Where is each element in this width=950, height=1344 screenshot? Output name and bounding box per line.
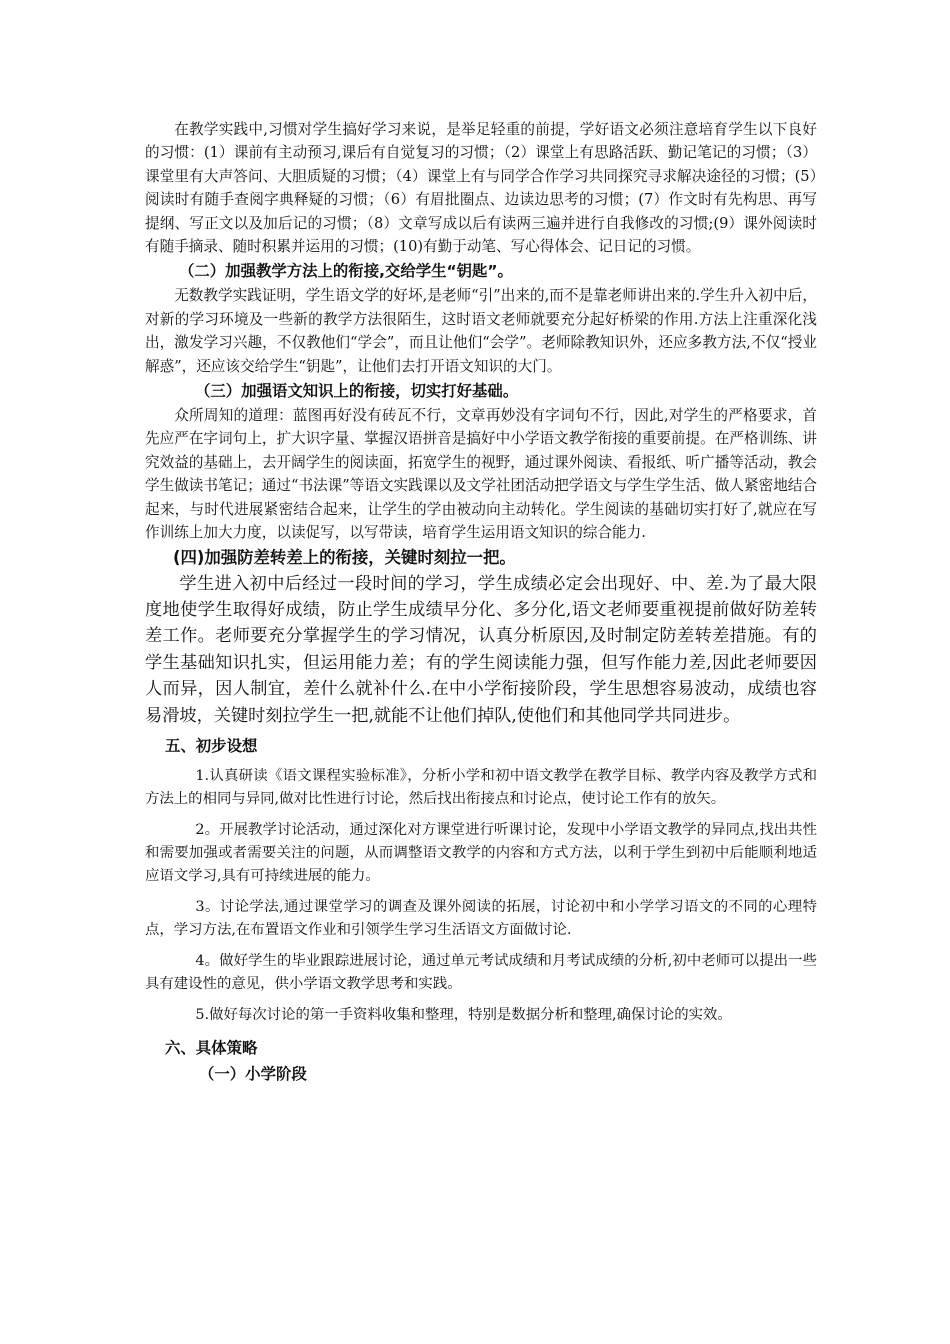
section-heading-6: 六、具体策略 [165,1038,258,1057]
section-heading-2: （二）加强教学方法上的衔接,交给学生“钥匙”。 [179,262,513,281]
list-item: 4。做好学生的毕业跟踪进展讨论，通过单元考试成绩和月考试成绩的分析,初中老师可以提出一些具有建设性的意见，供小学语文教学思考和实践。 [145,952,817,992]
paragraph-knowledge-basics: 众所周知的道理：蓝图再好没有砖瓦不行，文章再妙没有字词句不行，因此,对学生的严格要求，首先应严在字词句上，扩大识字量、掌握汉语拼音是搞好中小学语文教学衔接的重要前提。在严格训练、讲究效益的基础上，去开阔学生的阅读面，拓宽学生的视野，通过课外阅读、看报纸、听广播等活动，教会学生做读书笔记；通过“书法课”等语文实践课以及文学社团活动把学语文与学生学生活、做人紧密地结合起来，与时代进展紧密结合起来，让学生的学由被动向主动转化。学生阅读的基础切实打好了,就应在写作训练上加大力度，以读促写，以写带读，培育学生运用语文知识的综合能力. [145,407,817,542]
paragraph-teaching-methods: 无数教学实践证明，学生语文学的好坏,是老师“引”出来的,而不是靠老师讲出来的.学生升入初中后，对新的学习环境及一些新的教学方法很陌生，这时语文老师就要充分起好桥梁的作用.方法上注重深化浅出，激发学习兴趣，不仅教他们“学会”，而且让他们“会学”。老师除教知识外，还应多教方法,不仅“授业解惑”，还应该交给学生“钥匙”，让他们去打开语文知识的大门。 [145,287,817,375]
subsection-heading-primary: （一）小学阶段 [199,1064,307,1083]
section-heading-3: （三）加强语文知识上的衔接，切实打好基础。 [195,382,519,401]
list-item: 2。开展教学讨论活动，通过深化对方课堂进行听课讨论，发现中小学语文教学的异同点,找出共性和需要加强或者需要关注的问题，从而调整语文教学的内容和方式方法，以利于学生到初中后能顺利地适应语文学习,具有可持续进展的能力。 [145,821,817,884]
paragraph-prevent-lagging: 学生进入初中后经过一段时间的学习，学生成绩必定会出现好、中、差.为了最大限度地使学生取得好成绩，防止学生成绩早分化、多分化,语文老师要重视提前做好防差转差工作。老师要充分掌握学生的学习情况，认真分析原因,及时制定防差转差措施。有的学生基础知识扎实，但运用能力差；有的学生阅读能力强，但写作能力差,因此老师要因人而异，因人制宜，差什么就补什么.在中小学衔接阶段，学生思想容易波动，成绩也容易滑坡，关键时刻拉学生一把,就能不让他们掉队,使他们和其他同学共同进步。 [145,573,817,726]
paragraph-habits: 在教学实践中,习惯对学生搞好学习来说，是举足轻重的前提，学好语文必须注意培育学生以下良好的习惯：(1）课前有主动预习,课后有自觉复习的习惯；（2）课堂上有思路活跃、勤记笔记的习惯；（3）课堂里有大声答问、大胆质疑的习惯；（4）课堂上有与同学合作学习共同探究寻求解决途径的习惯；(5）阅读时有随手查阅字典释疑的习惯；（6）有眉批圈点、边读边思考的习惯；(7）作文时有先构思、再写提纲、写正文以及加后记的习惯；（8）文章写成以后有读两三遍并进行自我修改的习惯;(9）课外阅读时有随手摘录、随时积累并运用的习惯；(10)有勤于动笔、写心得体会、记日记的习惯。 [145,121,817,256]
section-heading-5: 五、初步设想 [165,736,258,755]
list-item: 3。讨论学法,通过课堂学习的调查及课外阅读的拓展，讨论初中和小学学习语文的不同的心理特点，学习方法,在布置语文作业和引领学生学习生活语文方面做讨论. [145,898,817,938]
list-item: 1.认真研读《语文课程实验标准》，分析小学和初中语文教学在教学目标、教学内容及教学方式和方法上的相同与异同,做对比性进行讨论，然后找出衔接点和讨论点，使讨论工作有的放矢。 [145,767,817,807]
list-item: 5.做好每次讨论的第一手资料收集和整理，特别是数据分析和整理,确保讨论的实效。 [195,1006,732,1023]
document-page [145,118,817,1087]
section-heading-4: (四)加强防差转差上的衔接，关键时刻拉一把。 [173,547,516,567]
